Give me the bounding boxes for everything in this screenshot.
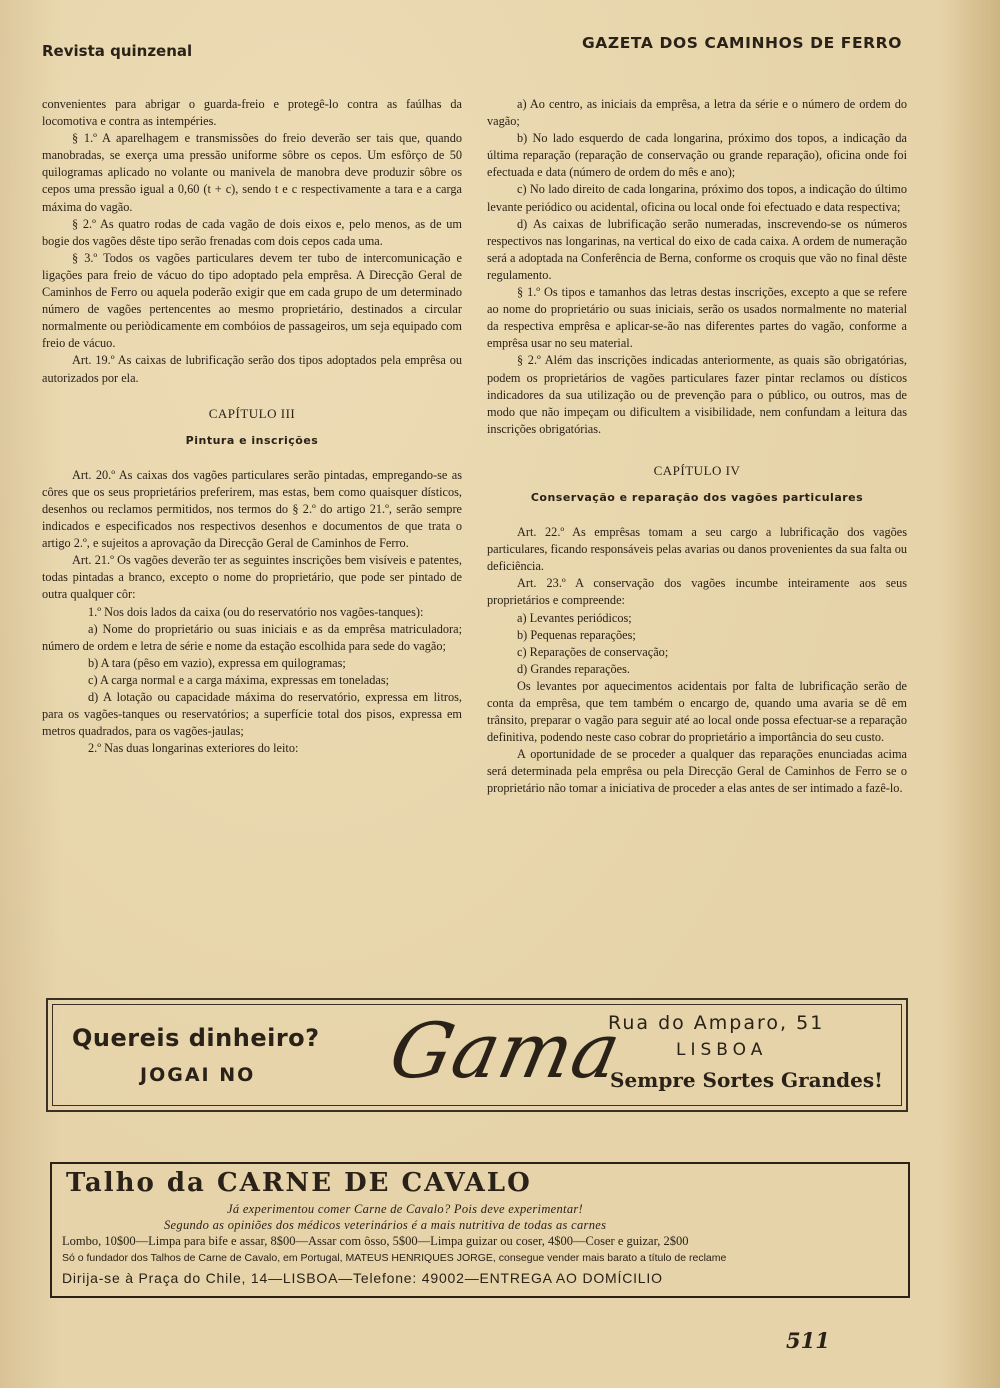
ad-contact: Dirija-se à Praça do Chile, 14—LISBOA—Telefone: 49002—ENTREGA AO DOMÍCILIO — [62, 1270, 663, 1286]
chapter-subheading: Conservação e reparação dos vagões particulares — [530, 490, 864, 504]
paragraph: Art. 20.º As caixas dos vagões particulares serão pintadas, empregando-se as côres que os seus proprietários preferirem, mas estas, bem como quaisquer dísticos, desenhos ou reclamos permitidos, nos termos do § 2.º do artigo 21.º, serão sempre indicados e especificados nos respectivos desenhos e documentos de que trata o artigo 2.º, e sujeitos a aprovação da Direcção Geral de Caminhos de Ferro. — [42, 467, 462, 551]
talho-advertisement — [50, 1162, 910, 1298]
paragraph: Art. 19.º As caixas de lubrificação serão dos tipos adoptados pela emprêsa ou autorizados por ela. — [42, 353, 462, 385]
chapter-subheading: Pintura e inscrições — [185, 433, 319, 447]
ad-slogan: Sempre Sortes Grandes! — [610, 1068, 883, 1092]
paragraph: a) Levantes periódicos; — [517, 610, 632, 625]
ad-city: LISBOA — [676, 1040, 768, 1060]
page-number: 511 — [786, 1328, 830, 1353]
paragraph: Art. 23.º A conservação dos vagões incumbe inteiramente aos seus proprietários e compreende: — [487, 576, 907, 608]
left-column — [42, 96, 462, 757]
header-right: GAZETA DOS CAMINHOS DE FERRO — [581, 34, 902, 52]
paragraph: c) Reparações de conservação; — [517, 644, 669, 659]
paragraph: § 1.º A aparelhagem e transmissões do freio deverão ser tais que, quando manobradas, se exerça uma pressão uniforme sôbre os cepos. Um esfôrço de 50 quilogramas aplicado no volante ou manivela de manobra deve produzir sôbre os cepos uma pressão igual a 0,60 (t + c), sendo t e c respectivamente a tara e a carga máxima do vagão. — [42, 131, 462, 214]
paragraph: b) A tara (pêso em vazio), expressa em quilogramas; — [88, 655, 346, 670]
ad-title: Talho da CARNE DE CAVALO — [66, 1168, 532, 1198]
paragraph: § 3.º Todos os vagões particulares devem ter tubo de intercomunicação e ligações para freio de vácuo do tipo adoptado pela emprêsa. A Direcção Geral de Caminhos de Ferro ou aquela poderão exigir que em cada grupo de um determinado número de vagões pertencentes ao mesmo proprietário, destinados a circular normalmente ou periòdicamente em combóios de passageiros, um seja equipado com freio de vácuo. — [42, 250, 462, 351]
paragraph: d) As caixas de lubrificação serão numeradas, inscrevendo-se os números respectivos nas longarinas, na vertical do eixo de cada caixa. A ordem de numeração será a adoptada na Conferência de Berna, conforme os croquis que vão no final dêste regulamento. — [487, 216, 907, 282]
paragraph: Os levantes por aquecimentos acidentais por falta de lubrificação serão de conta da emprêsa, que tem também o encargo de, quando uma avaria se dê em trânsito, preparar o vagão para seguir até ao local onde possa efectuar-se a reparação definitiva, podendo neste caso cobrar do proprietário a importância do seu custo. — [487, 678, 907, 745]
ad-founder: Só o fundador dos Talhos de Carne de Cavalo, em Portugal, MATEUS HENRIQUES JORGE, consegue vender mais barato a título de reclame — [62, 1252, 727, 1264]
paragraph: convenientes para abrigar o guarda-freio e protegê-lo contra as faúlhas da locomotiva e contra as intempéries. — [42, 97, 462, 129]
ad-line: Já experimentou comer Carne de Cavalo? Pois deve experimentar! — [227, 1202, 583, 1216]
paragraph: a) Ao centro, as iniciais da emprêsa, a letra da série e o número de ordem do vagão; — [487, 97, 907, 129]
paragraph: § 1.º Os tipos e tamanhos das letras destas inscrições, excepto a que se refere ao nome do proprietário ou suas iniciais, serão os usados normalmente no material da respectiva emprêsa e aplicar-se-ão nas diferentes partes do vagão, conforme a emprêsa usar no seu material. — [487, 285, 907, 351]
paragraph: c) No lado direito de cada longarina, próximo dos topos, a indicação do último levante periódico ou acidental, oficina ou local onde foi efectuado e data respectiva; — [487, 182, 907, 214]
ad-prices: Lombo, 10$00—Limpa para bife e assar, 8$00—Assar com ôsso, 5$00—Limpa guizar ou coser, 4$00—Coser e guizar, 2$00 — [62, 1234, 689, 1248]
paragraph: A oportunidade de se proceder a qualquer das reparações enunciadas acima será determinada pela emprêsa ou pela Direcção Geral de Caminhos de Ferro se o proprietário não tomar a iniciativa de proceder a elas antes de ser intimado a fazê-lo. — [487, 747, 907, 796]
gama-advertisement — [46, 998, 908, 1112]
paragraph: d) Grandes reparações. — [517, 661, 631, 676]
paragraph: § 2.º Além das inscrições indicadas anteriormente, as quais são obrigatórias, podem os proprietários de vagões particulares fazer pintar reclamos ou dísticos indicadores da sua utilização ou de prevenção para o público, ou outros, mas de modo que não impeçam ou dificultem a visibilidade, nem confundam a leitura das inscrições obrigatórias. — [487, 353, 907, 436]
ad-brand-logo: Gama — [382, 1006, 629, 1095]
paragraph: 2.º Nas duas longarinas exteriores do leito: — [88, 741, 299, 756]
header-left: Revista quinzenal — [42, 42, 193, 60]
ad-address: Rua do Amparo, 51 — [608, 1012, 825, 1034]
ad-question: Quereis dinheiro? — [72, 1024, 320, 1052]
paragraph: c) A carga normal e a carga máxima, expressas em toneladas; — [88, 672, 390, 687]
chapter-heading: CAPÍTULO IV — [653, 462, 741, 478]
chapter-heading: CAPÍTULO III — [208, 405, 296, 421]
ad-line: Segundo as opiniões dos médicos veterinários é a mais nutritiva de todas as carnes — [164, 1218, 607, 1232]
ad-call: JOGAI NO — [140, 1064, 256, 1086]
paragraph: b) Pequenas reparações; — [517, 627, 636, 642]
paragraph: 1.º Nos dois lados da caixa (ou do reservatório nos vagões-tanques): — [88, 604, 424, 619]
paragraph: b) No lado esquerdo de cada longarina, próximo dos topos, a indicação da última reparação (reparação de conservação ou grande reparação), oficina onde foi efectuada e data (número de ordem do mês e ano); — [487, 131, 907, 180]
paragraph: § 2.º As quatro rodas de cada vagão de dois eixos e, pelo menos, as de um bogie dos vagões dêste tipo serão frenadas com dois cepos cada uma. — [42, 216, 462, 248]
paragraph: d) A lotação ou capacidade máxima do reservatório, expressa em litros, para os vagões-tanques ou reservatórios; a superfície total dos pisos, expressa em metros quadrados, para os vagões-jaulas; — [42, 690, 462, 739]
paragraph: a) Nome do proprietário ou suas iniciais e as da emprêsa matriculadora; número de ordem e letra de série e nome da estação escolhida para sede do vagão; — [42, 621, 462, 653]
right-column — [487, 96, 907, 798]
paragraph: Art. 21.º Os vagões deverão ter as seguintes inscrições bem visíveis e patentes, todas pintadas a branco, excepto o nome do proprietário, que pode ser pintado de outra qualquer côr: — [42, 553, 462, 602]
paragraph: Art. 22.º As emprêsas tomam a seu cargo a lubrificação dos vagões particulares, ficando responsáveis pelas avarias ou danos provenientes da sua falta ou deficiência. — [487, 525, 907, 574]
